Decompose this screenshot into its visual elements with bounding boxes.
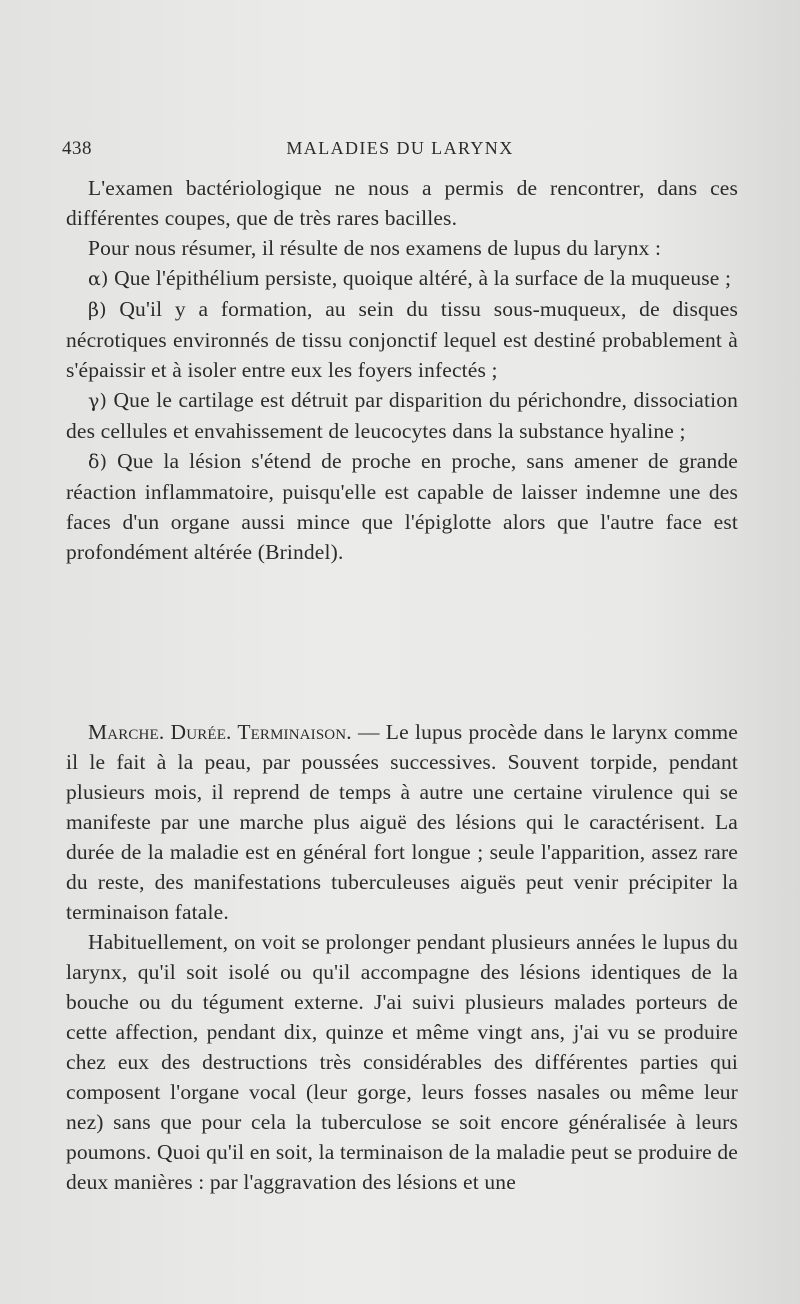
section-heading: Marche. Durée. Terminaison. — [88, 720, 352, 744]
paragraph: L'examen bactériologique ne nous a permis de rencontrer, dans ces différentes coupes, que de très rares bacilles. — [66, 176, 738, 230]
list-item-text: Qu'il y a formation, au sein du tissu sous-muqueux, de disques nécrotiques environnés de tissu conjonctif lequel est destiné probablement à s'épaissir et à isoler entre eux les foyers infectés ; — [66, 297, 738, 382]
list-item-text: Que l'épithélium persiste, quoique altéré, à la surface de la muqueuse ; — [108, 266, 732, 290]
page-number: 438 — [62, 138, 92, 159]
running-title: MALADIES DU LARYNX — [286, 138, 514, 158]
list-item-alpha — [66, 263, 738, 294]
paragraph: Pour nous résumer, il résulte de nos examens de lupus du larynx : — [88, 236, 662, 260]
text-block-top — [66, 173, 738, 567]
section-text: — Le lupus procède dans le larynx comme il le fait à la peau, par poussées successives. Souvent torpide, pendant plusieurs mois, il reprend de temps à autre une certaine virulence qui se manifeste par une marche plus aiguë des lésions qui le caractérisent. La durée de la maladie est en général fort longue ; seule l'apparition, assez rare du reste, des manifestations tuberculeuses aiguës peut venir précipiter la terminaison fatale. — [66, 720, 738, 924]
list-item-gamma — [66, 385, 738, 446]
list-item-text: Que le cartilage est détruit par disparition du périchondre, dissociation des cellules et envahissement de leucocytes dans la substance hyaline ; — [66, 388, 738, 443]
section-paragraph — [66, 717, 738, 927]
list-item-delta — [66, 446, 738, 567]
list-item-beta — [66, 294, 738, 385]
text-block-section — [66, 717, 738, 1197]
list-marker: δ) — [88, 451, 108, 473]
list-item-text: Que la lésion s'étend de proche en proche, sans amener de grande réaction inflammatoire, puisqu'elle est capable de laisser indemne une des faces d'un organe aussi mince que l'épiglotte alors que l'autre face est profondément altérée (Brindel). — [66, 449, 738, 564]
list-marker: γ) — [88, 390, 108, 412]
list-marker: α) — [88, 268, 109, 290]
list-marker: β) — [88, 299, 107, 321]
page-header — [62, 138, 738, 164]
paragraph: Habituellement, on voit se prolonger pendant plusieurs années le lupus du larynx, qu'il soit isolé ou qu'il accompagne des lésions identiques de la bouche ou du tégument externe. J'ai suivi plusieurs malades porteurs de cette affection, pendant dix, quinze et même vingt ans, j'ai vu se produire chez eux des destructions très considérables des différentes parties qui composent l'organe vocal (leur gorge, leurs fosses nasales ou même leur nez) sans que pour cela la tuberculose se soit encore généralisée à leurs poumons. Quoi qu'il en soit, la terminaison de la maladie peut se produire de deux manières : par l'aggravation des lésions et une — [66, 930, 738, 1194]
